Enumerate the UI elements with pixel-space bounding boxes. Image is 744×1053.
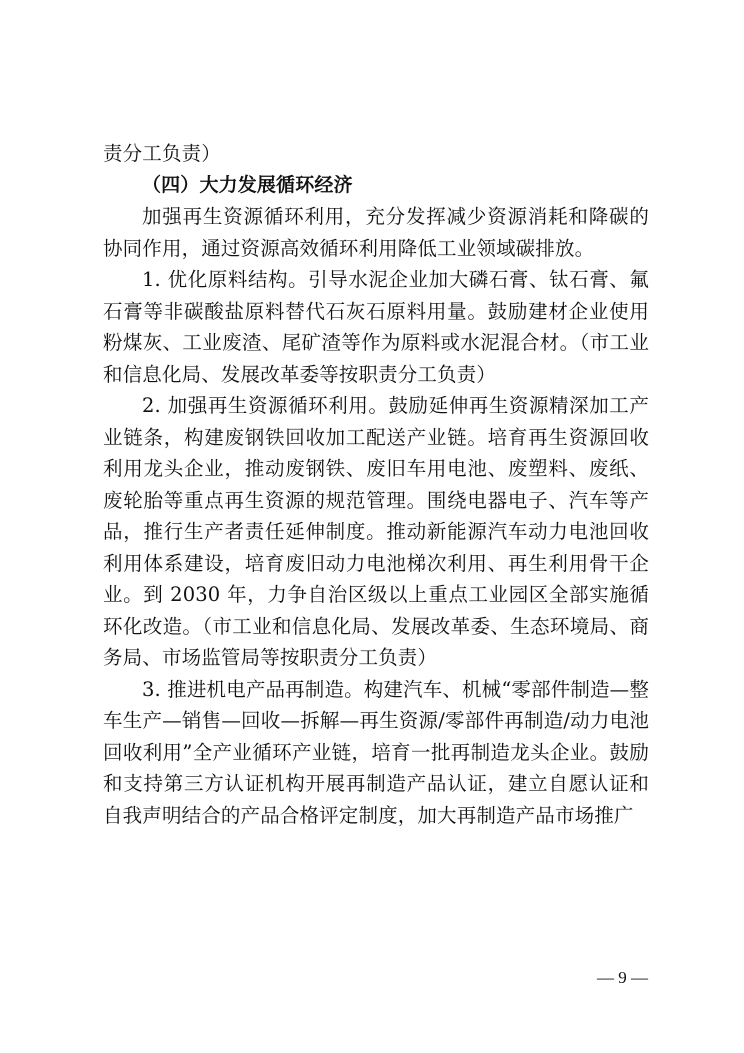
page-number: — 9 — — [597, 968, 648, 987]
paragraph-item-2: 2. 加强再生资源循环利用。鼓励延伸再生资源精深加工产业链条，构建废钢铁回收加工配送产业链。培育再生资源回收利用龙头企业，推动废钢铁、废旧车用电池、废塑料、废纸、废轮胎等重点再生资源的规范管理。围绕电器电子、汽车等产品，推行生产者责任延伸制度。推动新能源汽车动力电池回收利用体系建设，培育废旧动力电池梯次利用、再生利用骨干企业。到 2030 年，力争自治区级以上重点工业园区全部实施循环化改造。（市工业和信息化局、发展改革委、生态环境局、商务局、市场监管局等按职责分工负责） — [103, 394, 649, 669]
paragraph-intro: 加强再生资源循环利用，充分发挥减少资源消耗和降碳的协同作用，通过资源高效循环利用降低工业领域碳排放。 — [103, 205, 649, 260]
section-heading: （四）大力发展循环经济 — [142, 173, 353, 196]
document-body — [103, 138, 649, 831]
paragraph-item-1: 1. 优化原料结构。引导水泥企业加大磷石膏、钛石膏、氟石膏等非碳酸盐原料替代石灰石原料用量。鼓励建材企业使用粉煤灰、工业废渣、尾矿渣等作为原料或水泥混合材。（市工业和信息化局、发展改革委等按职责分工负责） — [103, 268, 649, 386]
paragraph-item-3: 3. 推进机电产品再制造。构建汽车、机械“零部件制造—整车生产—销售—回收—拆解—再生资源/零部件再制造/动力电池回收利用”全产业循环产业链，培育一批再制造龙头企业。鼓励和支持第三方认证机构开展再制造产品认证，建立自愿认证和自我声明结合的产品合格评定制度，加大再制造产品市场推广 — [103, 677, 649, 827]
paragraph-continuation: 责分工负责） — [103, 142, 221, 165]
